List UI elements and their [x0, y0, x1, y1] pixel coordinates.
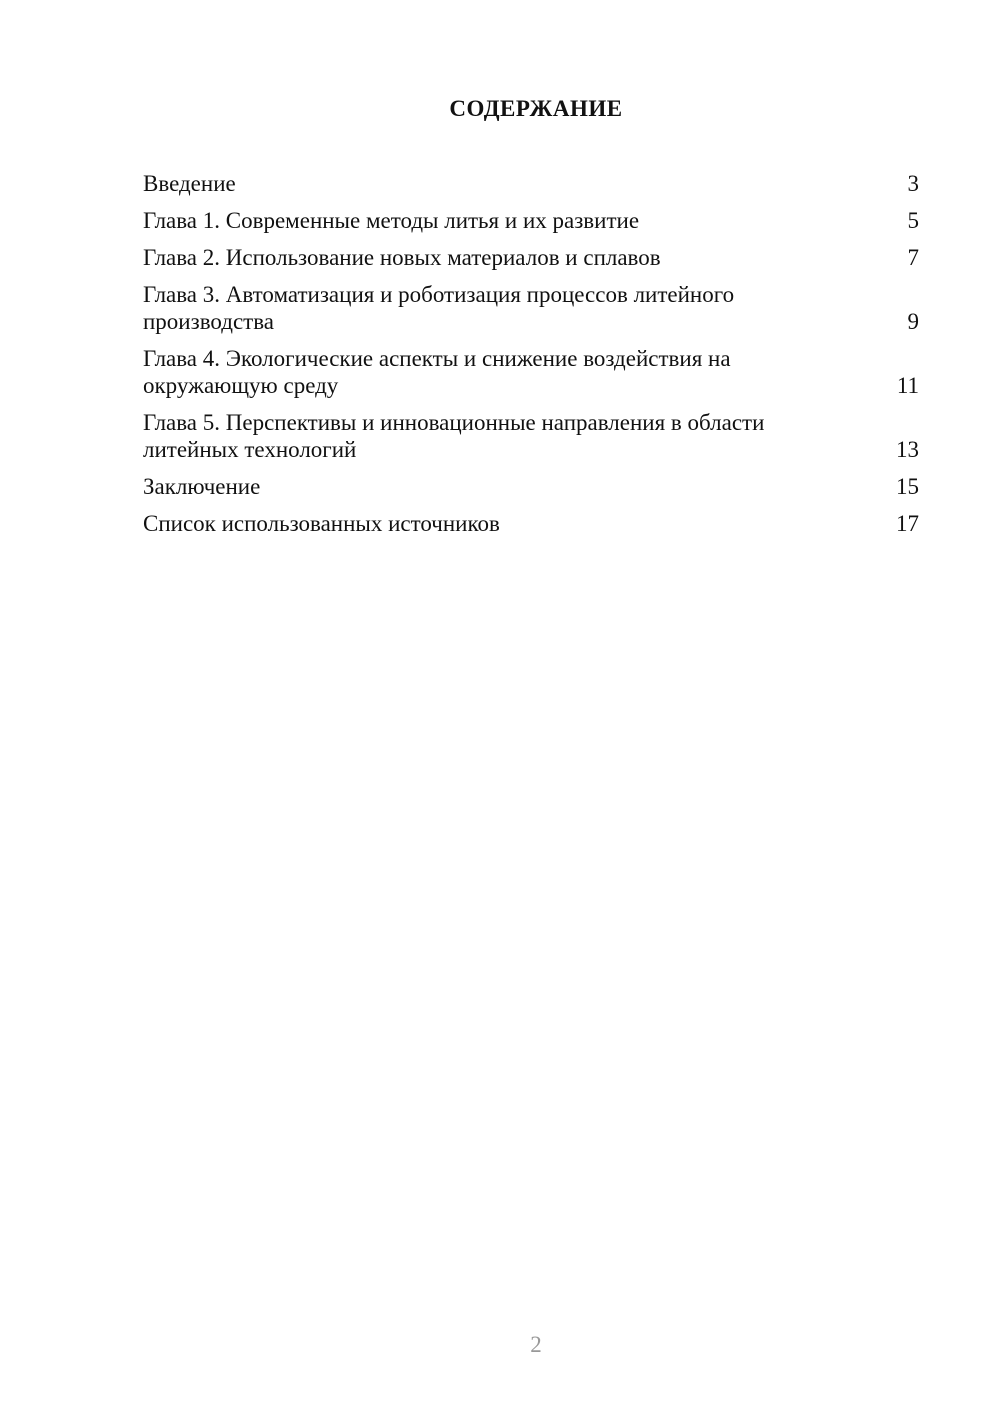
- toc-entry-page: 3: [907, 171, 919, 196]
- toc-entry-page: 17: [896, 511, 919, 536]
- toc-entry-title: Заключение: [143, 474, 261, 499]
- toc-entry-title: Глава 2. Использование новых материалов и сплавов: [143, 245, 661, 270]
- page-title: СОДЕРЖАНИЕ: [449, 96, 623, 121]
- toc-entry-introduction: [143, 170, 919, 197]
- toc-entry-chapter-4: [143, 345, 919, 399]
- page-number: 2: [530, 1332, 542, 1357]
- toc-entry-chapter-1: [143, 207, 919, 234]
- toc-entry-conclusion: [143, 473, 919, 500]
- toc-entry-page: 9: [907, 309, 919, 334]
- toc-entry-title: Глава 3. Автоматизация и роботизация процессов литейного производства: [143, 282, 735, 334]
- toc-entry-page: 5: [907, 208, 919, 233]
- toc-entry-page: 15: [896, 474, 919, 499]
- toc-entry-page: 13: [896, 437, 919, 462]
- toc-entry-title: Глава 4. Экологические аспекты и снижение воздействия на окружающую среду: [143, 346, 731, 398]
- toc-entry-title: Введение: [143, 171, 236, 196]
- table-of-contents: [143, 170, 919, 547]
- toc-entry-chapter-2: [143, 244, 919, 271]
- toc-entry-page: 11: [896, 373, 919, 398]
- toc-entry-chapter-5: [143, 409, 919, 463]
- toc-entry-page: 7: [907, 245, 919, 270]
- toc-entry-title: Список использованных источников: [143, 511, 500, 536]
- toc-entry-title: Глава 5. Перспективы и инновационные направления в области литейных технологий: [143, 410, 765, 462]
- toc-entry-chapter-3: [143, 281, 919, 335]
- toc-entry-title: Глава 1. Современные методы литья и их развитие: [143, 208, 640, 233]
- toc-entry-references: [143, 510, 919, 537]
